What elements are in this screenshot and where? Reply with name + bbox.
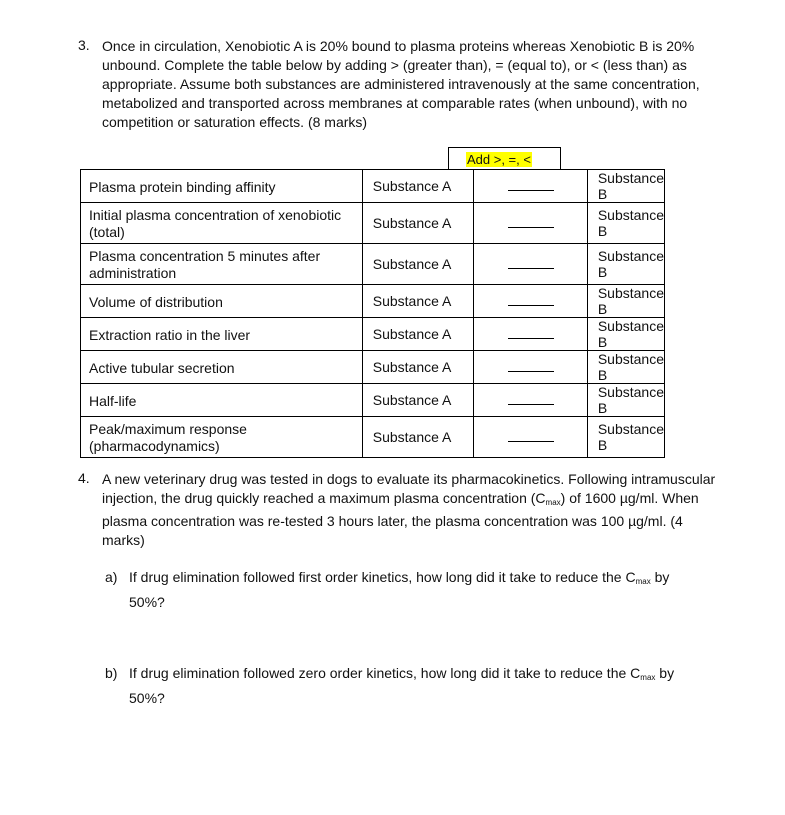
substance-b-cell: Substance B	[587, 244, 664, 285]
substance-a-cell: Substance A	[362, 285, 474, 318]
substance-a-cell: Substance A	[362, 244, 474, 285]
question-4b-after: by 50%?	[129, 665, 675, 706]
question-4a-text	[129, 567, 709, 612]
property-cell: Initial plasma concentration of xenobiotic (total)	[81, 203, 363, 244]
question-4a-before: If drug elimination followed first order kinetics, how long did it take to reduce the C	[129, 569, 636, 585]
question-4-text-after: ) of 1600 µg/ml. When plasma concentration was re-tested 3 hours later, the plasma concentration was 100 µg/ml. (4 marks)	[102, 490, 699, 548]
comparison-blank-cell[interactable]	[474, 417, 587, 458]
substance-b-cell: Substance B	[587, 318, 664, 351]
substance-b-cell: Substance B	[587, 417, 664, 458]
table-row	[81, 170, 665, 203]
add-symbols-header	[448, 147, 561, 170]
property-cell: Active tubular secretion	[81, 351, 363, 384]
property-cell: Plasma concentration 5 minutes after administration	[81, 244, 363, 285]
cmax-subscript: max	[545, 498, 561, 507]
table-row	[81, 351, 665, 384]
question-4a-label: a)	[105, 569, 118, 585]
add-symbols-label: Add >, =, <	[467, 152, 531, 167]
property-cell: Peak/maximum response (pharmacodynamics)	[81, 417, 363, 458]
table-row	[81, 318, 665, 351]
comparison-blank-cell[interactable]	[474, 285, 587, 318]
cmax-subscript: max	[635, 577, 651, 586]
question-4b-before: If drug elimination followed zero order kinetics, how long did it take to reduce the C	[129, 665, 641, 681]
answer-blank[interactable]	[508, 180, 554, 191]
cmax-subscript: max	[640, 673, 656, 682]
answer-blank[interactable]	[508, 328, 554, 339]
table-row	[81, 417, 665, 458]
question-4-text	[102, 470, 722, 550]
answer-blank[interactable]	[508, 394, 554, 405]
comparison-blank-cell[interactable]	[474, 203, 587, 244]
comparison-blank-cell[interactable]	[474, 318, 587, 351]
substance-a-cell: Substance A	[362, 351, 474, 384]
question-4b-label: b)	[105, 665, 118, 681]
table-row	[81, 203, 665, 244]
substance-b-cell: Substance B	[587, 285, 664, 318]
substance-b-cell: Substance B	[587, 170, 664, 203]
question-4b-text	[129, 663, 709, 708]
comparison-blank-cell[interactable]	[474, 170, 587, 203]
comparison-blank-cell[interactable]	[474, 384, 587, 417]
question-4-text-before: A new veterinary drug was tested in dogs to evaluate its pharmacokinetics. Following intramuscular injection, the drug quickly reached a maximum plasma concentration (C	[102, 471, 716, 506]
answer-blank[interactable]	[508, 431, 554, 442]
substance-b-cell: Substance B	[587, 351, 664, 384]
comparison-table	[80, 169, 665, 458]
answer-blank[interactable]	[508, 258, 554, 269]
table-row	[81, 285, 665, 318]
comparison-blank-cell[interactable]	[474, 351, 587, 384]
answer-blank[interactable]	[508, 361, 554, 372]
substance-b-cell: Substance B	[587, 384, 664, 417]
substance-a-cell: Substance A	[362, 170, 474, 203]
property-cell: Volume of distribution	[81, 285, 363, 318]
property-cell: Half-life	[81, 384, 363, 417]
question-3-text: Once in circulation, Xenobiotic A is 20% bound to plasma proteins whereas Xenobiotic B is 20% unbound. Complete the table below by adding > (greater than), = (equal to), or < (less than) as appropriate. Assume both substances are administered intravenously at the same concentration, metabolized and transported across membranes at comparable rates (when unbound), with no competition or saturation effects. (8 marks)	[102, 38, 700, 130]
substance-a-cell: Substance A	[362, 318, 474, 351]
answer-blank[interactable]	[508, 217, 554, 228]
comparison-blank-cell[interactable]	[474, 244, 587, 285]
table-row	[81, 384, 665, 417]
question-4a-after: by 50%?	[129, 569, 670, 610]
substance-a-cell: Substance A	[362, 203, 474, 244]
question-4-number: 4.	[78, 470, 90, 486]
answer-blank[interactable]	[508, 295, 554, 306]
substance-b-cell: Substance B	[587, 203, 664, 244]
substance-a-cell: Substance A	[362, 384, 474, 417]
property-cell: Plasma protein binding affinity	[81, 170, 363, 203]
property-cell: Extraction ratio in the liver	[81, 318, 363, 351]
question-3-number: 3.	[78, 37, 90, 53]
table-row	[81, 244, 665, 285]
substance-a-cell: Substance A	[362, 417, 474, 458]
